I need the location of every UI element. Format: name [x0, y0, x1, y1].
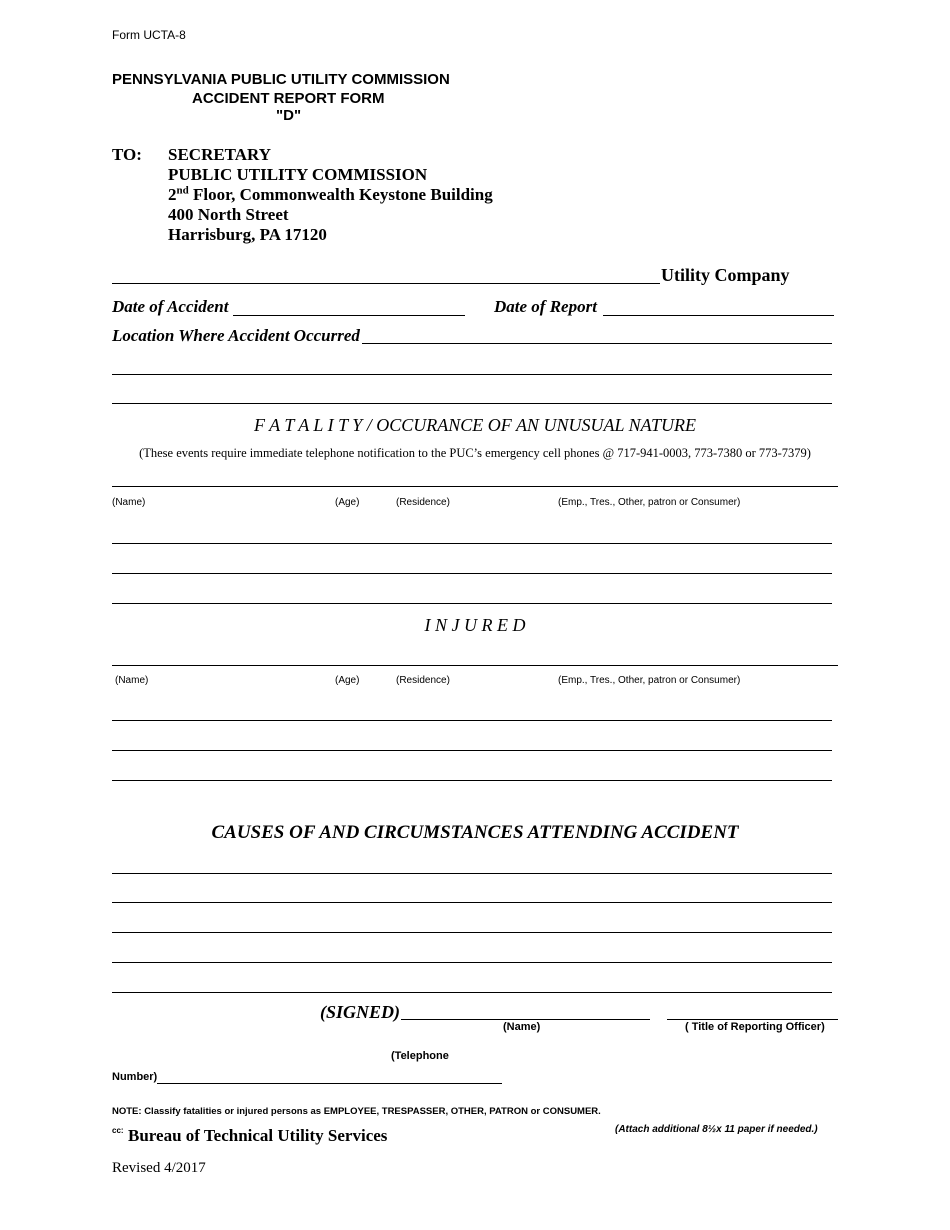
fatality-entry-line-1[interactable]	[112, 486, 838, 487]
to-building: 2nd Floor, Commonwealth Keystone Building	[168, 184, 493, 204]
cc-recipient: Bureau of Technical Utility Services	[128, 1126, 388, 1145]
signature-title-field[interactable]	[667, 1019, 838, 1020]
fatality-col-name: (Name)	[112, 497, 146, 508]
causes-line-5[interactable]	[112, 992, 832, 993]
date-of-accident-label: Date of Accident	[112, 297, 229, 316]
injured-col-age: (Age)	[335, 675, 360, 686]
attach-note: (Attach additional 8½x 11 paper if needed.)	[615, 1124, 818, 1135]
fatality-entry-line-2[interactable]	[112, 543, 832, 544]
classification-note: NOTE: Classify fatalities or injured persons as EMPLOYEE, TRESPASSER, OTHER, PATRON or CONSUMER.	[112, 1106, 601, 1117]
signature-title-caption: ( Title of Reporting Officer)	[685, 1021, 825, 1033]
location-field[interactable]	[362, 343, 832, 344]
injured-entry-line-3[interactable]	[112, 750, 832, 751]
fatality-col-age: (Age)	[335, 497, 360, 508]
date-of-report-field[interactable]	[603, 315, 834, 316]
header-form-title: ACCIDENT REPORT FORM	[192, 90, 385, 107]
fatality-col-classification: (Emp., Tres., Other, patron or Consumer)	[558, 497, 741, 508]
to-street: 400 North Street	[168, 205, 289, 224]
to-secretary: SECRETARY	[168, 145, 271, 164]
telephone-number-field[interactable]	[157, 1083, 502, 1084]
injured-entry-line-1[interactable]	[112, 665, 838, 666]
cc-label: cc:	[112, 1126, 124, 1135]
injured-entry-line-4[interactable]	[112, 780, 832, 781]
signature-name-field[interactable]	[401, 1019, 650, 1020]
telephone-label-line2: Number)	[112, 1071, 158, 1083]
date-of-report-label: Date of Report	[494, 297, 597, 316]
utility-company-label: Utility Company	[661, 265, 790, 285]
causes-line-1[interactable]	[112, 873, 832, 874]
to-city: Harrisburg, PA 17120	[168, 225, 327, 244]
fatality-col-residence: (Residence)	[396, 497, 450, 508]
fatality-entry-line-4[interactable]	[112, 603, 832, 604]
form-id: Form UCTA-8	[112, 28, 186, 42]
fatality-section-title: F A T A L I T Y / OCCURANCE OF AN UNUSUAL NATURE	[254, 415, 696, 435]
revision-date: Revised 4/2017	[112, 1160, 206, 1176]
header-commission: PENNSYLVANIA PUBLIC UTILITY COMMISSION	[112, 71, 450, 88]
fatality-notification-note: (These events require immediate telephone notification to the PUC’s emergency cell phones @ 717-941-0003, 773-7380 or 773-7379)	[139, 446, 811, 460]
causes-line-4[interactable]	[112, 962, 832, 963]
location-label: Location Where Accident Occurred	[112, 326, 360, 345]
fatality-entry-line-3[interactable]	[112, 573, 832, 574]
location-line-3[interactable]	[112, 403, 832, 404]
causes-section-title: CAUSES OF AND CIRCUMSTANCES ATTENDING ACCIDENT	[211, 822, 739, 843]
injured-col-name: (Name)	[115, 675, 149, 686]
location-line-2[interactable]	[112, 374, 832, 375]
injured-col-classification: (Emp., Tres., Other, patron or Consumer)	[558, 675, 741, 686]
header-form-letter: "D"	[276, 107, 302, 124]
causes-line-2[interactable]	[112, 902, 832, 903]
injured-entry-line-2[interactable]	[112, 720, 832, 721]
signature-name-caption: (Name)	[503, 1021, 541, 1033]
injured-col-residence: (Residence)	[396, 675, 450, 686]
to-label: TO:	[112, 145, 142, 164]
causes-line-3[interactable]	[112, 932, 832, 933]
to-commission: PUBLIC UTILITY COMMISSION	[168, 165, 428, 184]
utility-company-field[interactable]	[112, 283, 660, 284]
injured-section-title: I N J U R E D	[424, 615, 526, 635]
date-of-accident-field[interactable]	[233, 315, 465, 316]
telephone-label-line1: (Telephone	[391, 1050, 449, 1062]
signed-label: (SIGNED)	[320, 1002, 401, 1022]
